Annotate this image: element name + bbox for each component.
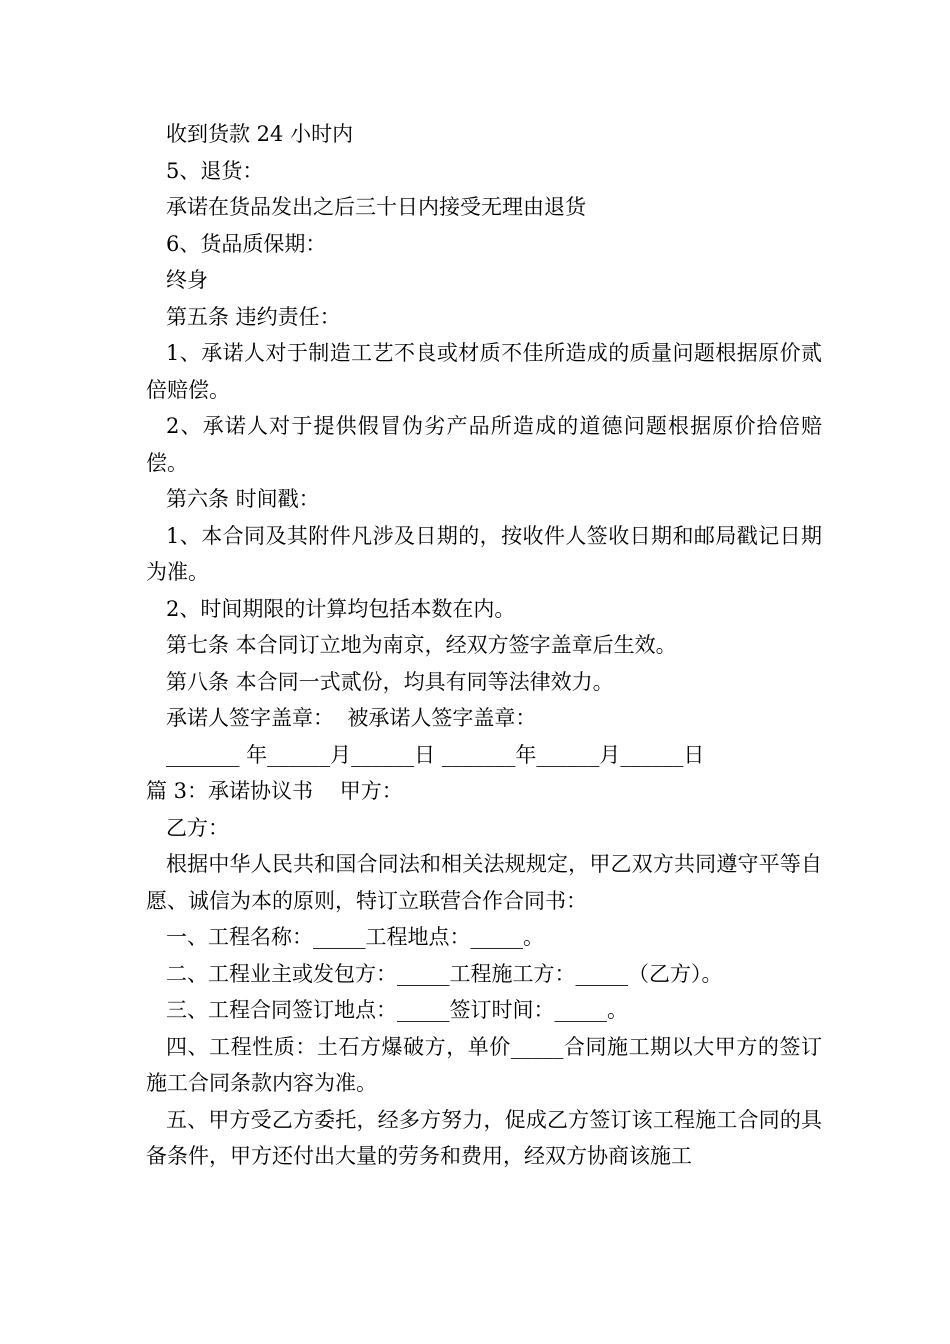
paragraph: 五、甲方受乙方委托，经多方努力，促成乙方签订该工程施工合同的具备条件，甲方还付出大量的劳务和费用，经双方协商该施工 (146, 1107, 822, 1168)
paragraph: 第五条 违约责任： (166, 304, 341, 329)
paragraph: 一、工程名称：_____工程地点：_____。 (166, 925, 544, 949)
paragraph: 三、工程合同签订地点：_____签订时间：_____。 (166, 998, 628, 1022)
paragraph: 根据中华人民共和国合同法和相关法规规定，甲乙双方共同遵守平等自愿、诚信为本的原则，特订立联营合作合同书： (146, 852, 822, 913)
paragraph: 收到货款 24 小时内 (166, 122, 354, 146)
paragraph: 第八条 本合同一式贰份，均具有同等法律效力。 (166, 669, 614, 694)
paragraph: 第六条 时间戳： (166, 487, 320, 511)
paragraph: 6、货品质保期： (166, 231, 327, 256)
paragraph: 承诺在货品发出之后三十日内接受无理由退货 (166, 195, 586, 219)
paragraph: 1、承诺人对于制造工艺不良或材质不佳所造成的质量问题根据原价贰倍赔偿。 (146, 341, 822, 402)
paragraph: 二、工程业主或发包方：_____工程施工方：_____（乙方）。 (166, 961, 723, 986)
paragraph: 2、时间期限的计算均包括本数在内。 (166, 596, 516, 621)
paragraph: 承诺人签字盖章： 被承诺人签字盖章： (166, 706, 537, 730)
paragraph: 四、工程性质：土石方爆破方，单价_____合同施工期以大甲方的签订施工合同条款内容为准。 (146, 1034, 822, 1095)
paragraph: _______ 年______月______日 _______年______月______日 (166, 742, 705, 767)
paragraph: 终身 (166, 268, 208, 292)
document-body (146, 116, 822, 1175)
paragraph: 5、退货： (166, 158, 264, 183)
paragraph: 1、本合同及其附件凡涉及日期的，按收件人签收日期和邮局戳记日期为准。 (146, 523, 822, 584)
paragraph: 2、承诺人对于提供假冒伪劣产品所造成的道德问题根据原价拾倍赔偿。 (146, 414, 822, 475)
paragraph: 乙方： (166, 815, 229, 840)
paragraph: 第七条 本合同订立地为南京，经双方签字盖章后生效。 (166, 633, 677, 657)
paragraph: 篇 3：承诺协议书 甲方： (146, 779, 403, 803)
